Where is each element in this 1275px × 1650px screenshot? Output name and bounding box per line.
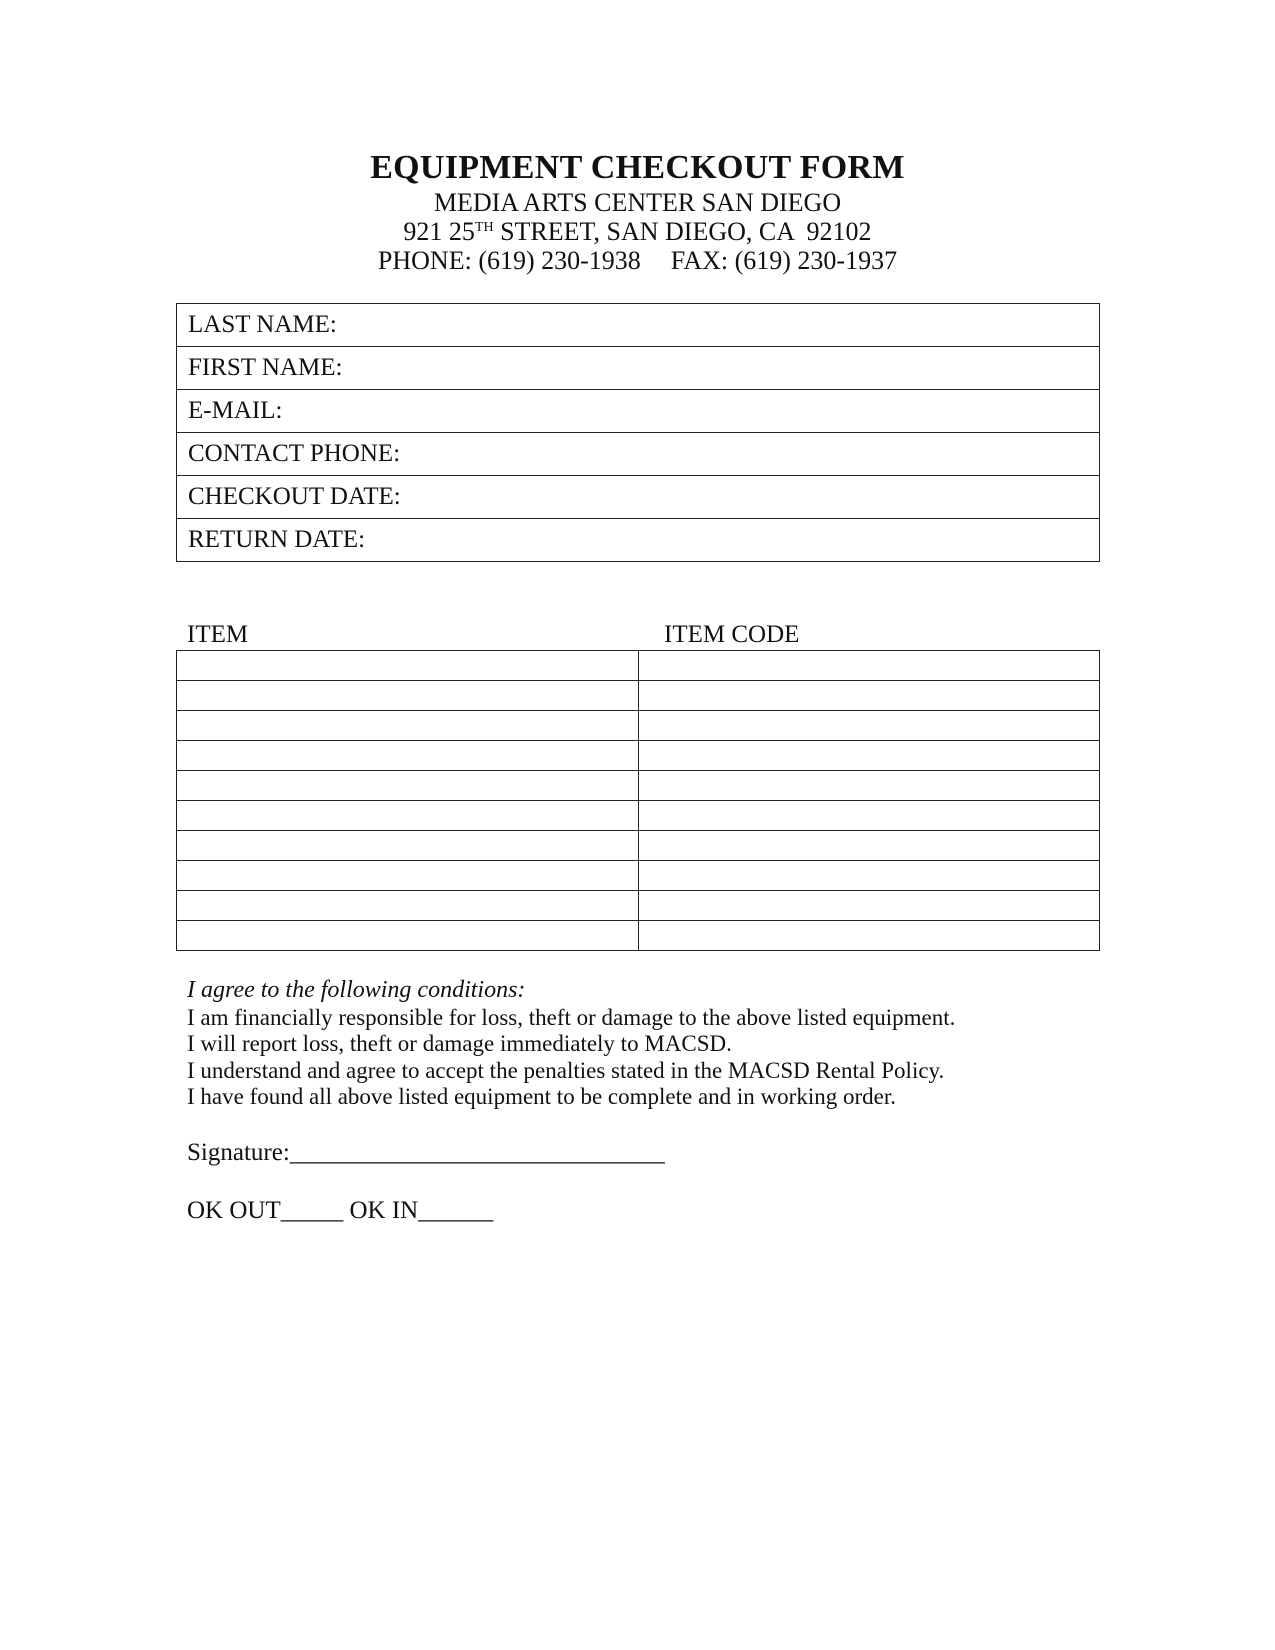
signature-line[interactable]: Signature:______________________________ xyxy=(187,1139,665,1166)
item-cell[interactable] xyxy=(177,771,639,801)
info-row-contact-phone xyxy=(177,433,1100,476)
item-code-cell[interactable] xyxy=(639,711,1100,741)
last-name-field[interactable]: LAST NAME: xyxy=(177,304,1100,347)
item-code-cell[interactable] xyxy=(639,741,1100,771)
info-row-email xyxy=(177,390,1100,433)
item-row xyxy=(177,741,1100,771)
ok-line xyxy=(187,1196,493,1226)
borrower-info-table xyxy=(176,303,1100,562)
item-cell[interactable] xyxy=(177,861,639,891)
contact-line xyxy=(0,246,1275,275)
item-row xyxy=(177,651,1100,681)
info-row-last-name xyxy=(177,304,1100,347)
phone-number: PHONE: (619) 230-1938 xyxy=(377,246,641,275)
info-row-return-date xyxy=(177,519,1100,562)
form-header xyxy=(0,148,1275,275)
organization-name: MEDIA ARTS CENTER SAN DIEGO xyxy=(433,188,842,217)
item-cell[interactable] xyxy=(177,741,639,771)
condition-line: I will report loss, theft or damage immediately to MACSD. xyxy=(187,1031,732,1056)
item-code-cell[interactable] xyxy=(639,861,1100,891)
fax-number: FAX: (619) 230-1937 xyxy=(670,246,898,275)
checkout-date-field[interactable]: CHECKOUT DATE: xyxy=(177,476,1100,519)
item-cell[interactable] xyxy=(177,831,639,861)
item-cell[interactable] xyxy=(177,651,639,681)
item-cell[interactable] xyxy=(177,681,639,711)
item-code-cell[interactable] xyxy=(639,921,1100,951)
item-row xyxy=(177,861,1100,891)
contact-phone-field[interactable]: CONTACT PHONE: xyxy=(177,433,1100,476)
info-row-checkout-date xyxy=(177,476,1100,519)
condition-line: I am financially responsible for loss, theft or damage to the above listed equipment. xyxy=(187,1004,956,1030)
form-title: EQUIPMENT CHECKOUT FORM xyxy=(370,149,905,186)
item-code-cell[interactable] xyxy=(639,831,1100,861)
item-row xyxy=(177,831,1100,861)
item-cell[interactable] xyxy=(177,711,639,741)
item-cell[interactable] xyxy=(177,921,639,951)
item-code-column-header: ITEM CODE xyxy=(664,621,800,648)
item-code-cell[interactable] xyxy=(639,651,1100,681)
address-superscript: TH xyxy=(474,220,494,235)
first-name-field[interactable]: FIRST NAME: xyxy=(177,347,1100,390)
item-cell[interactable] xyxy=(177,801,639,831)
email-field[interactable]: E-MAIL: xyxy=(177,390,1100,433)
condition-line: I have found all above listed equipment to be complete and in working order. xyxy=(187,1084,896,1109)
item-row xyxy=(177,921,1100,951)
items-table xyxy=(176,650,1100,951)
condition-line: I understand and agree to accept the penalties stated in the MACSD Rental Policy. xyxy=(187,1057,945,1083)
item-row xyxy=(177,771,1100,801)
item-column-header: ITEM xyxy=(187,621,249,648)
item-row xyxy=(177,891,1100,921)
item-row xyxy=(177,681,1100,711)
ok-out-field[interactable]: OK OUT_____ xyxy=(187,1197,344,1224)
item-code-cell[interactable] xyxy=(639,891,1100,921)
item-row xyxy=(177,711,1100,741)
conditions-intro: I agree to the following conditions: xyxy=(187,977,526,1003)
item-row xyxy=(177,801,1100,831)
ok-in-field[interactable]: OK IN______ xyxy=(349,1197,494,1224)
item-cell[interactable] xyxy=(177,891,639,921)
item-code-cell[interactable] xyxy=(639,801,1100,831)
item-code-cell[interactable] xyxy=(639,771,1100,801)
address-suffix: STREET, SAN DIEGO, CA 92102 xyxy=(493,217,872,246)
return-date-field[interactable]: RETURN DATE: xyxy=(177,519,1100,562)
conditions-block xyxy=(187,977,955,1111)
organization-address xyxy=(0,217,1275,246)
info-row-first-name xyxy=(177,347,1100,390)
address-prefix: 921 25 xyxy=(403,217,475,246)
item-code-cell[interactable] xyxy=(639,681,1100,711)
